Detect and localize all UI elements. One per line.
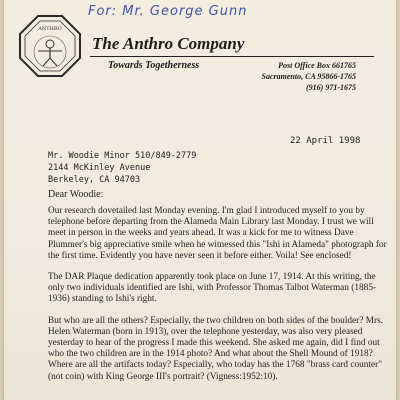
body-paragraph: Our research dovetailed last Monday evening. I'm glad I introduced myself to you by telephone before departing from the Alameda Main Library last Monday. I trust we will meet in person in the weeks and years ahead. It was a kick for me to witness Dave Plummer's big appreciative smile when he witnessed this "Ishi in Alameda" photograph for the first time. Evidently you have never seen it before either. Voila! See enclosed! xyxy=(48,206,387,261)
recipient-address xyxy=(48,150,196,186)
salutation: Dear Woodie: xyxy=(48,189,104,200)
logo-lettering: ANTHRO xyxy=(38,26,62,32)
address-line: Post Office Box 661765 xyxy=(278,61,356,70)
company-address xyxy=(262,60,356,93)
handwritten-note: For: Mr. George Gunn xyxy=(88,4,248,19)
recipient-line: Mr. Woodie Minor 510/849-2779 xyxy=(48,151,197,161)
letter-date: 22 April 1998 xyxy=(290,136,361,146)
body-paragraph: But who are all the others? Especially, the two children on both sides of the boulder? Mrs. Helen Waterman (born in 1913), over the telephone yesterday, was also very pleased yesterday to hear of the progress I made this weekend. She asked me again, did I find out who the two children are in the 1914 photo? And what about the Shell Mound of 1918? Where are all the artifacts today? Especially, who today has the 1768 "brass card counter" (not coin) with King George III's portrait? (Vigness:1952:10). xyxy=(48,315,384,382)
letter-page xyxy=(4,0,396,400)
letterhead-divider xyxy=(90,56,374,57)
letter-body xyxy=(48,206,388,393)
company-logo-icon xyxy=(18,14,82,78)
address-line: (916) 971-1675 xyxy=(306,83,356,92)
company-tagline: Towards Togetherness xyxy=(108,60,200,71)
body-paragraph: The DAR Plaque dedication apparently took place on June 17, 1914. At this writing, the only two individuals identified are Ishi, with Professor Thomas Talbot Waterman (1885-1936) standing to Ishi's right. xyxy=(48,272,377,305)
company-name: The Anthro Company xyxy=(92,34,245,53)
recipient-line: Berkeley, CA 94703 xyxy=(48,175,141,185)
recipient-line: 2144 McKinley Avenue xyxy=(48,163,151,173)
address-line: Sacramento, CA 95866-1765 xyxy=(261,72,356,81)
